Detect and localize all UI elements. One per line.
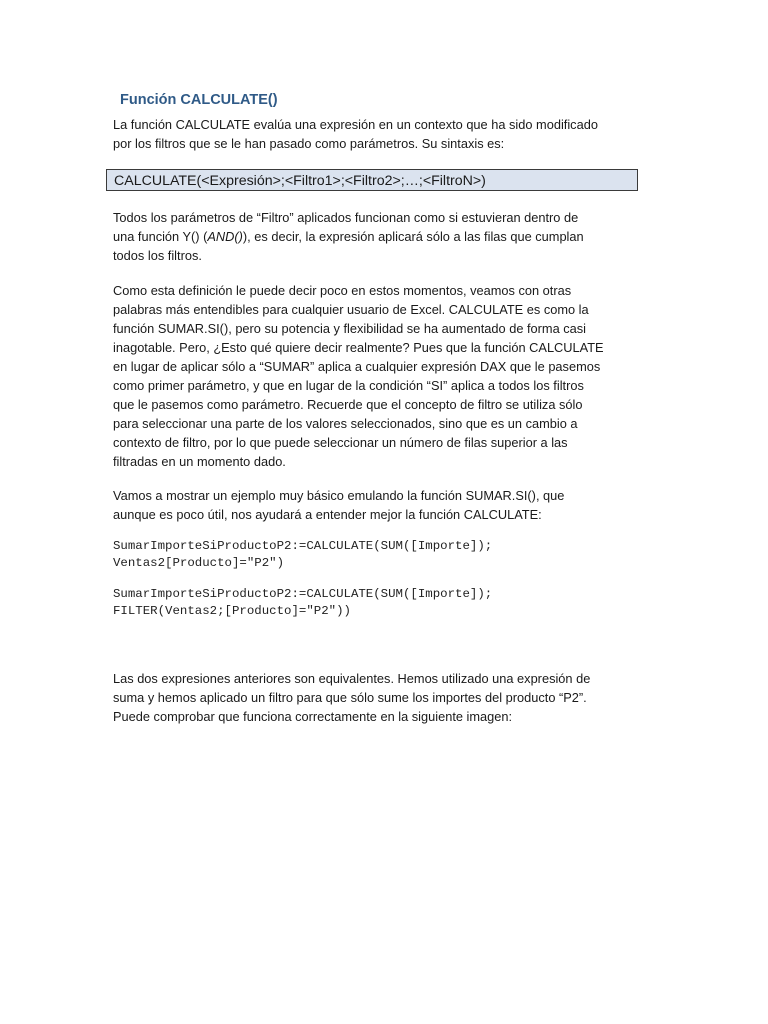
definition-line: que le pasemos como parámetro. Recuerde que el concepto de filtro se utiliza sólo	[113, 397, 583, 412]
definition-paragraph	[113, 281, 643, 471]
definition-line: como primer parámetro, y que en lugar de la condición “SI” aplica a todos los filtros	[113, 378, 584, 393]
filters-line: Todos los parámetros de “Filtro” aplicados funcionan como si estuvieran dentro de	[113, 210, 579, 225]
example-paragraph	[113, 486, 643, 524]
code-block-calculate	[113, 538, 492, 572]
definition-line: para seleccionar una parte de los valores seleccionados, sino que es un cambio a	[113, 416, 578, 431]
closing-paragraph	[113, 669, 643, 726]
intro-paragraph	[113, 115, 643, 153]
closing-line: Puede comprobar que funciona correctamente en la siguiente imagen:	[113, 709, 513, 724]
closing-line: suma y hemos aplicado un filtro para que sólo sume los importes del producto “P2”.	[113, 690, 587, 705]
definition-line: función SUMAR.SI(), pero su potencia y flexibilidad se ha aumentado de forma casi	[113, 321, 587, 336]
code-line: SumarImporteSiProductoP2:=CALCULATE(SUM([Importe]);	[113, 539, 493, 553]
code-line: Ventas2[Producto]="P2")	[113, 556, 285, 570]
definition-line: inagotable. Pero, ¿Esto qué quiere decir realmente? Pues que la función CALCULATE	[113, 340, 604, 355]
code-block-filter	[113, 586, 492, 620]
filters-paragraph	[113, 208, 643, 265]
code-line: SumarImporteSiProductoP2:=CALCULATE(SUM([Importe]);	[113, 587, 493, 601]
filters-line-text: ), es decir, la expresión aplicará sólo a las filas que cumplan	[242, 229, 584, 244]
filters-line	[113, 227, 643, 246]
definition-line: Como esta definición le puede decir poco en estos momentos, veamos con otras	[113, 283, 572, 298]
definition-line: filtradas en un momento dado.	[113, 454, 286, 469]
definition-line: palabras más entendibles para cualquier usuario de Excel. CALCULATE es como la	[113, 302, 589, 317]
example-line: Vamos a mostrar un ejemplo muy básico emulando la función SUMAR.SI(), que	[113, 488, 565, 503]
syntax-box: CALCULATE(<Expresión>;<Filtro1>;<Filtro2>;…;<FiltroN>)	[106, 169, 638, 191]
and-function-italic: AND()	[207, 229, 243, 244]
intro-line: por los filtros que se le han pasado como parámetros. Su sintaxis es:	[113, 136, 505, 151]
definition-line: contexto de filtro, por lo que puede seleccionar un número de filas superior a las	[113, 435, 568, 450]
closing-line: Las dos expresiones anteriores son equivalentes. Hemos utilizado una expresión de	[113, 671, 591, 686]
example-line: aunque es poco útil, nos ayudará a entender mejor la función CALCULATE:	[113, 507, 542, 522]
filters-line: todos los filtros.	[113, 248, 202, 263]
definition-line: en lugar de aplicar sólo a “SUMAR” aplica a cualquier expresión DAX que le pasemos	[113, 359, 601, 374]
filters-line-text: una función Y() (	[113, 229, 208, 244]
code-line: FILTER(Ventas2;[Producto]="P2"))	[113, 604, 351, 618]
intro-line: La función CALCULATE evalúa una expresión en un contexto que ha sido modificado	[113, 117, 598, 132]
section-heading: Función CALCULATE()	[120, 92, 278, 108]
